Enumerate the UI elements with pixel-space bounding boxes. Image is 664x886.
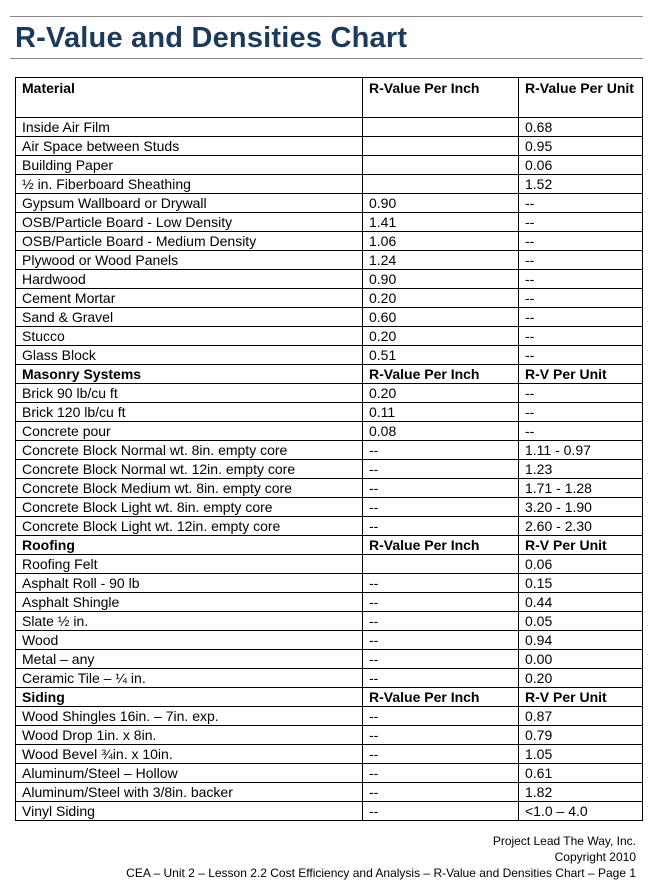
table-row	[16, 802, 643, 821]
section-r-value-per-unit-cell: R-V Per Unit	[519, 688, 643, 707]
table-row	[16, 498, 643, 517]
table-row	[16, 213, 643, 232]
r-value-per-inch-cell: 1.06	[363, 232, 519, 251]
material-cell: Sand & Gravel	[16, 308, 363, 327]
table-row	[16, 574, 643, 593]
material-cell: Brick 90 lb/cu ft	[16, 384, 363, 403]
material-cell: Slate ½ in.	[16, 612, 363, 631]
r-value-per-unit-cell: 0.95	[519, 137, 643, 156]
table-row	[16, 346, 643, 365]
table-row	[16, 251, 643, 270]
r-value-per-inch-cell: --	[363, 517, 519, 536]
r-value-per-inch-cell: --	[363, 460, 519, 479]
r-value-per-inch-cell: --	[363, 650, 519, 669]
r-value-per-unit-cell: 0.79	[519, 726, 643, 745]
r-value-per-unit-cell: --	[519, 270, 643, 289]
material-cell: Wood Shingles 16in. – 7in. exp.	[16, 707, 363, 726]
material-cell: Concrete pour	[16, 422, 363, 441]
r-value-per-inch-cell: --	[363, 593, 519, 612]
r-value-per-inch-cell: --	[363, 707, 519, 726]
r-value-per-unit-cell: 0.00	[519, 650, 643, 669]
table-row	[16, 593, 643, 612]
material-cell: Building Paper	[16, 156, 363, 175]
table-row	[16, 650, 643, 669]
table-row	[16, 745, 643, 764]
table-row	[16, 327, 643, 346]
material-cell: Asphalt Roll - 90 lb	[16, 574, 363, 593]
r-value-per-unit-cell: 0.61	[519, 764, 643, 783]
r-value-per-unit-cell: --	[519, 251, 643, 270]
r-value-per-unit-cell: 1.23	[519, 460, 643, 479]
material-cell: Cement Mortar	[16, 289, 363, 308]
table-row	[16, 517, 643, 536]
r-value-per-unit-cell: 3.20 - 1.90	[519, 498, 643, 517]
footer-copyright: Copyright 2010	[554, 850, 636, 864]
r-value-per-inch-cell: --	[363, 783, 519, 802]
r-value-per-inch-cell: 0.90	[363, 270, 519, 289]
column-header-material: Material	[16, 78, 363, 118]
table-row	[16, 707, 643, 726]
r-value-per-unit-cell: --	[519, 346, 643, 365]
r-value-per-unit-cell: --	[519, 213, 643, 232]
r-value-per-unit-cell: 0.05	[519, 612, 643, 631]
material-cell: Stucco	[16, 327, 363, 346]
material-cell: Wood Bevel ¾in. x 10in.	[16, 745, 363, 764]
material-cell: Wood	[16, 631, 363, 650]
r-value-per-unit-cell: --	[519, 194, 643, 213]
material-cell: Hardwood	[16, 270, 363, 289]
footer-course-info: CEA – Unit 2 – Lesson 2.2 Cost Efficiency and Analysis – R-Value and Densities Chart – Page 1	[126, 866, 636, 880]
table-header-row	[16, 78, 643, 118]
table-row	[16, 764, 643, 783]
r-value-per-inch-cell: --	[363, 479, 519, 498]
r-value-table	[15, 77, 643, 821]
section-r-value-per-unit-cell: R-V Per Unit	[519, 365, 643, 384]
r-value-per-unit-cell: 1.05	[519, 745, 643, 764]
r-value-per-unit-cell: 0.44	[519, 593, 643, 612]
r-value-per-unit-cell: --	[519, 384, 643, 403]
section-header-row	[16, 688, 643, 707]
r-value-per-inch-cell: 0.90	[363, 194, 519, 213]
r-value-per-inch-cell: --	[363, 669, 519, 688]
section-r-value-per-inch-cell: R-Value Per Inch	[363, 365, 519, 384]
r-value-per-inch-cell: 0.51	[363, 346, 519, 365]
table-row	[16, 270, 643, 289]
table-row	[16, 118, 643, 137]
material-cell: Glass Block	[16, 346, 363, 365]
r-value-per-inch-cell	[363, 118, 519, 137]
section-material-cell: Roofing	[16, 536, 363, 555]
r-value-per-unit-cell: 0.06	[519, 156, 643, 175]
r-value-per-inch-cell: --	[363, 726, 519, 745]
table-row	[16, 289, 643, 308]
page-title: R-Value and Densities Chart	[15, 22, 408, 54]
table-row	[16, 232, 643, 251]
r-value-per-unit-cell: --	[519, 422, 643, 441]
material-cell: Inside Air Film	[16, 118, 363, 137]
table-row	[16, 726, 643, 745]
material-cell: Plywood or Wood Panels	[16, 251, 363, 270]
material-cell: Aluminum/Steel with 3/8in. backer	[16, 783, 363, 802]
section-r-value-per-unit-cell: R-V Per Unit	[519, 536, 643, 555]
table-row	[16, 441, 643, 460]
r-value-per-inch-cell	[363, 175, 519, 194]
r-value-per-unit-cell: 1.82	[519, 783, 643, 802]
material-cell: Vinyl Siding	[16, 802, 363, 821]
material-cell: OSB/Particle Board - Low Density	[16, 213, 363, 232]
table-row	[16, 669, 643, 688]
column-header-r-value-per-inch: R-Value Per Inch	[363, 78, 519, 118]
table-row	[16, 479, 643, 498]
footer-organization: Project Lead The Way, Inc.	[492, 834, 636, 848]
r-value-per-inch-cell	[363, 137, 519, 156]
table-row	[16, 137, 643, 156]
section-r-value-per-inch-cell: R-Value Per Inch	[363, 536, 519, 555]
table-row	[16, 175, 643, 194]
material-cell: Air Space between Studs	[16, 137, 363, 156]
r-value-per-inch-cell: 0.08	[363, 422, 519, 441]
material-cell: Concrete Block Normal wt. 12in. empty core	[16, 460, 363, 479]
r-value-per-unit-cell: 0.15	[519, 574, 643, 593]
section-header-row	[16, 365, 643, 384]
r-value-per-unit-cell: --	[519, 289, 643, 308]
r-value-per-unit-cell: 1.11 - 0.97	[519, 441, 643, 460]
material-cell: OSB/Particle Board - Medium Density	[16, 232, 363, 251]
r-value-per-unit-cell: <1.0 – 4.0	[519, 802, 643, 821]
table-row	[16, 555, 643, 574]
material-cell: Roofing Felt	[16, 555, 363, 574]
r-value-per-inch-cell: --	[363, 612, 519, 631]
page-footer	[126, 833, 636, 881]
material-cell: Concrete Block Medium wt. 8in. empty core	[16, 479, 363, 498]
r-value-per-inch-cell: 0.20	[363, 289, 519, 308]
r-value-per-inch-cell: --	[363, 764, 519, 783]
column-header-r-value-per-unit: R-Value Per Unit	[519, 78, 643, 118]
material-cell: Concrete Block Light wt. 12in. empty core	[16, 517, 363, 536]
table-row	[16, 612, 643, 631]
material-cell: Ceramic Tile – ¼ in.	[16, 669, 363, 688]
table-row	[16, 631, 643, 650]
r-value-per-inch-cell: --	[363, 574, 519, 593]
material-cell: Metal – any	[16, 650, 363, 669]
r-value-per-inch-cell: 0.11	[363, 403, 519, 422]
section-r-value-per-inch-cell: R-Value Per Inch	[363, 688, 519, 707]
material-cell: Gypsum Wallboard or Drywall	[16, 194, 363, 213]
section-header-row	[16, 536, 643, 555]
r-value-per-inch-cell: 0.20	[363, 327, 519, 346]
r-value-per-unit-cell: 0.06	[519, 555, 643, 574]
table-row	[16, 422, 643, 441]
material-cell: Concrete Block Light wt. 8in. empty core	[16, 498, 363, 517]
r-value-per-unit-cell: 0.94	[519, 631, 643, 650]
top-rule	[10, 16, 643, 17]
table-row	[16, 384, 643, 403]
material-cell: Aluminum/Steel – Hollow	[16, 764, 363, 783]
table-row	[16, 783, 643, 802]
r-value-per-unit-cell: 0.20	[519, 669, 643, 688]
material-cell: Wood Drop 1in. x 8in.	[16, 726, 363, 745]
r-value-per-inch-cell	[363, 555, 519, 574]
r-value-per-inch-cell: 0.60	[363, 308, 519, 327]
section-material-cell: Masonry Systems	[16, 365, 363, 384]
r-value-per-unit-cell: --	[519, 308, 643, 327]
material-cell: ½ in. Fiberboard Sheathing	[16, 175, 363, 194]
r-value-per-inch-cell: --	[363, 745, 519, 764]
material-cell: Brick 120 lb/cu ft	[16, 403, 363, 422]
section-material-cell: Siding	[16, 688, 363, 707]
r-value-per-inch-cell: --	[363, 498, 519, 517]
r-value-per-inch-cell: --	[363, 441, 519, 460]
table-row	[16, 308, 643, 327]
table-row	[16, 403, 643, 422]
r-value-per-unit-cell: 0.68	[519, 118, 643, 137]
r-value-per-inch-cell: 0.20	[363, 384, 519, 403]
r-value-per-unit-cell: 0.87	[519, 707, 643, 726]
material-cell: Concrete Block Normal wt. 8in. empty core	[16, 441, 363, 460]
r-value-per-unit-cell: --	[519, 403, 643, 422]
r-value-per-unit-cell: --	[519, 327, 643, 346]
r-value-per-unit-cell: 1.52	[519, 175, 643, 194]
r-value-per-inch-cell: --	[363, 631, 519, 650]
material-cell: Asphalt Shingle	[16, 593, 363, 612]
r-value-per-unit-cell: 2.60 - 2.30	[519, 517, 643, 536]
table-row	[16, 156, 643, 175]
r-value-per-inch-cell	[363, 156, 519, 175]
r-value-per-inch-cell: 1.41	[363, 213, 519, 232]
r-value-per-inch-cell: 1.24	[363, 251, 519, 270]
r-value-per-inch-cell: --	[363, 802, 519, 821]
table-row	[16, 460, 643, 479]
r-value-per-unit-cell: --	[519, 232, 643, 251]
title-rule	[10, 58, 643, 59]
table-row	[16, 194, 643, 213]
r-value-per-unit-cell: 1.71 - 1.28	[519, 479, 643, 498]
